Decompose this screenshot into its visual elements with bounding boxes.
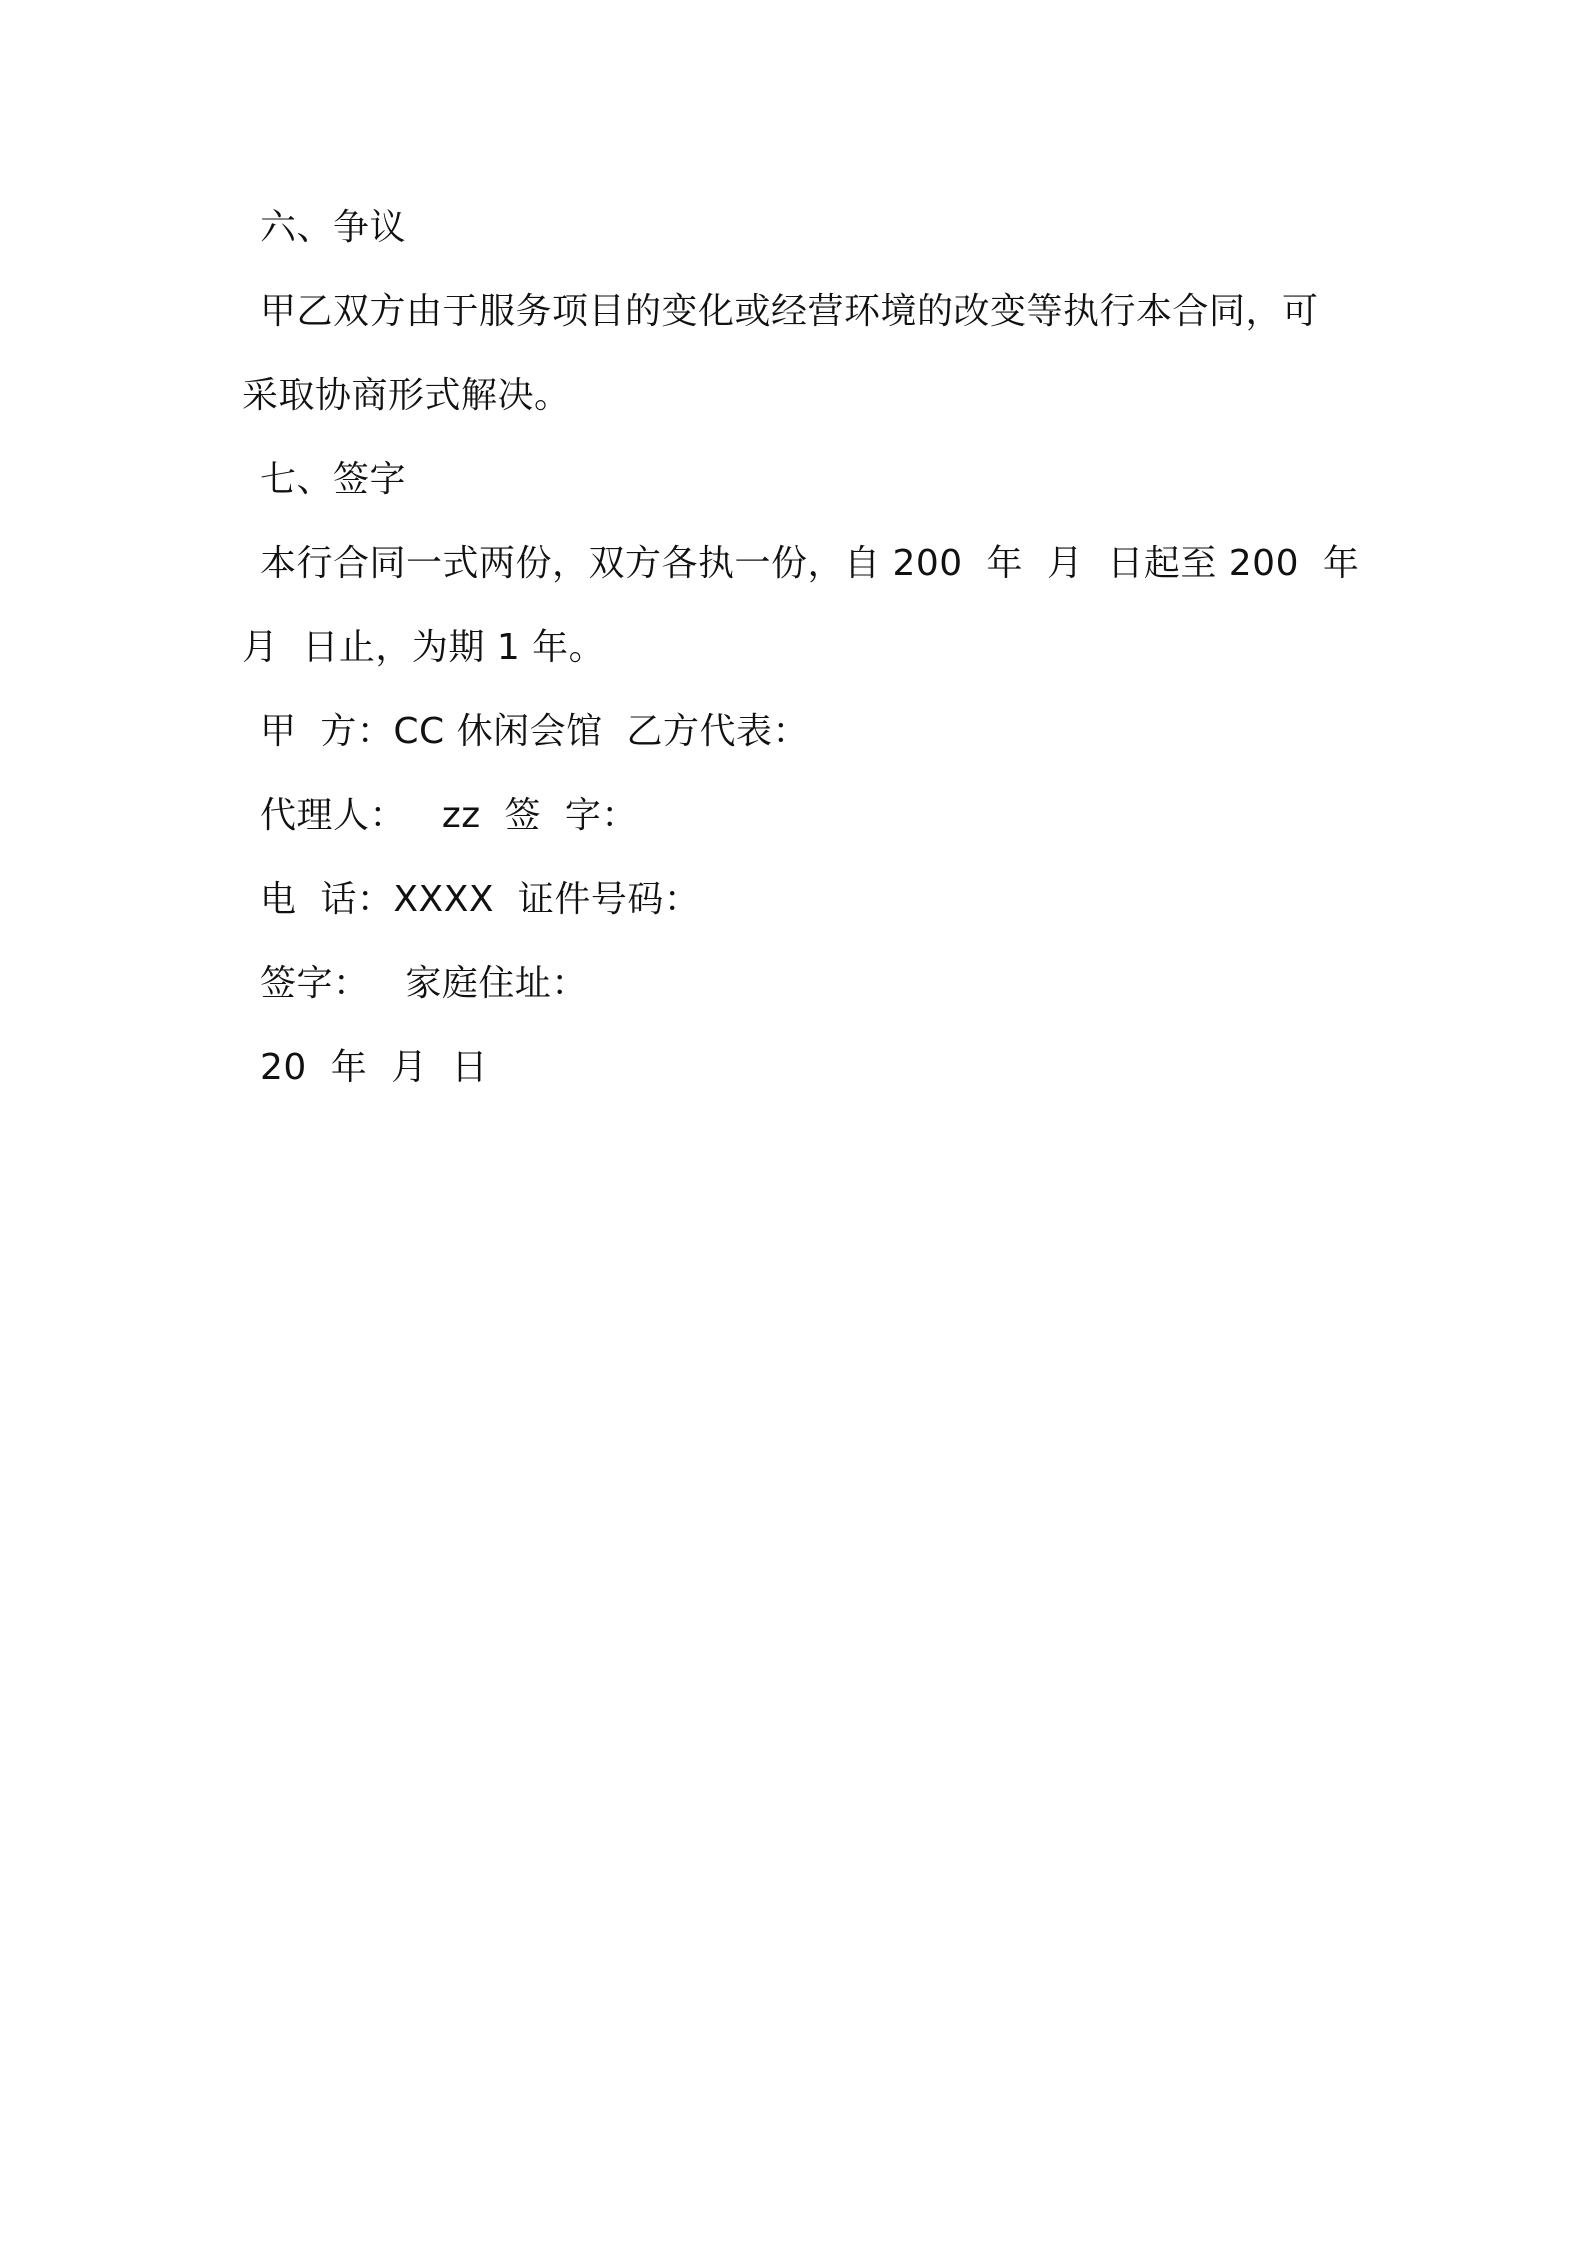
section-heading-dispute: 六、争议 xyxy=(260,207,407,248)
agent-line: 代理人： zz 签 字： xyxy=(260,795,638,836)
date-line: 20 年 月 日 xyxy=(260,1047,488,1088)
signature-paragraph-line-2: 月 日止，为期 1 年。 xyxy=(242,627,606,668)
phone-line: 电 话：XXXX 证件号码： xyxy=(260,879,701,920)
party-a-line: 甲 方：CC 休闲会馆 乙方代表： xyxy=(260,711,809,752)
dispute-paragraph-line-2: 采取协商形式解决。 xyxy=(242,375,571,416)
signature-paragraph-line-1: 本行合同一式两份，双方各执一份，自 200 年 月 日起至 200 年 xyxy=(260,543,1360,584)
dispute-paragraph-line-1: 甲乙双方由于服务项目的变化或经营环境的改变等执行本合同，可 xyxy=(260,291,1319,332)
section-heading-signature: 七、签字 xyxy=(260,459,407,500)
signature-address-line: 签字： 家庭住址： xyxy=(260,963,588,1004)
